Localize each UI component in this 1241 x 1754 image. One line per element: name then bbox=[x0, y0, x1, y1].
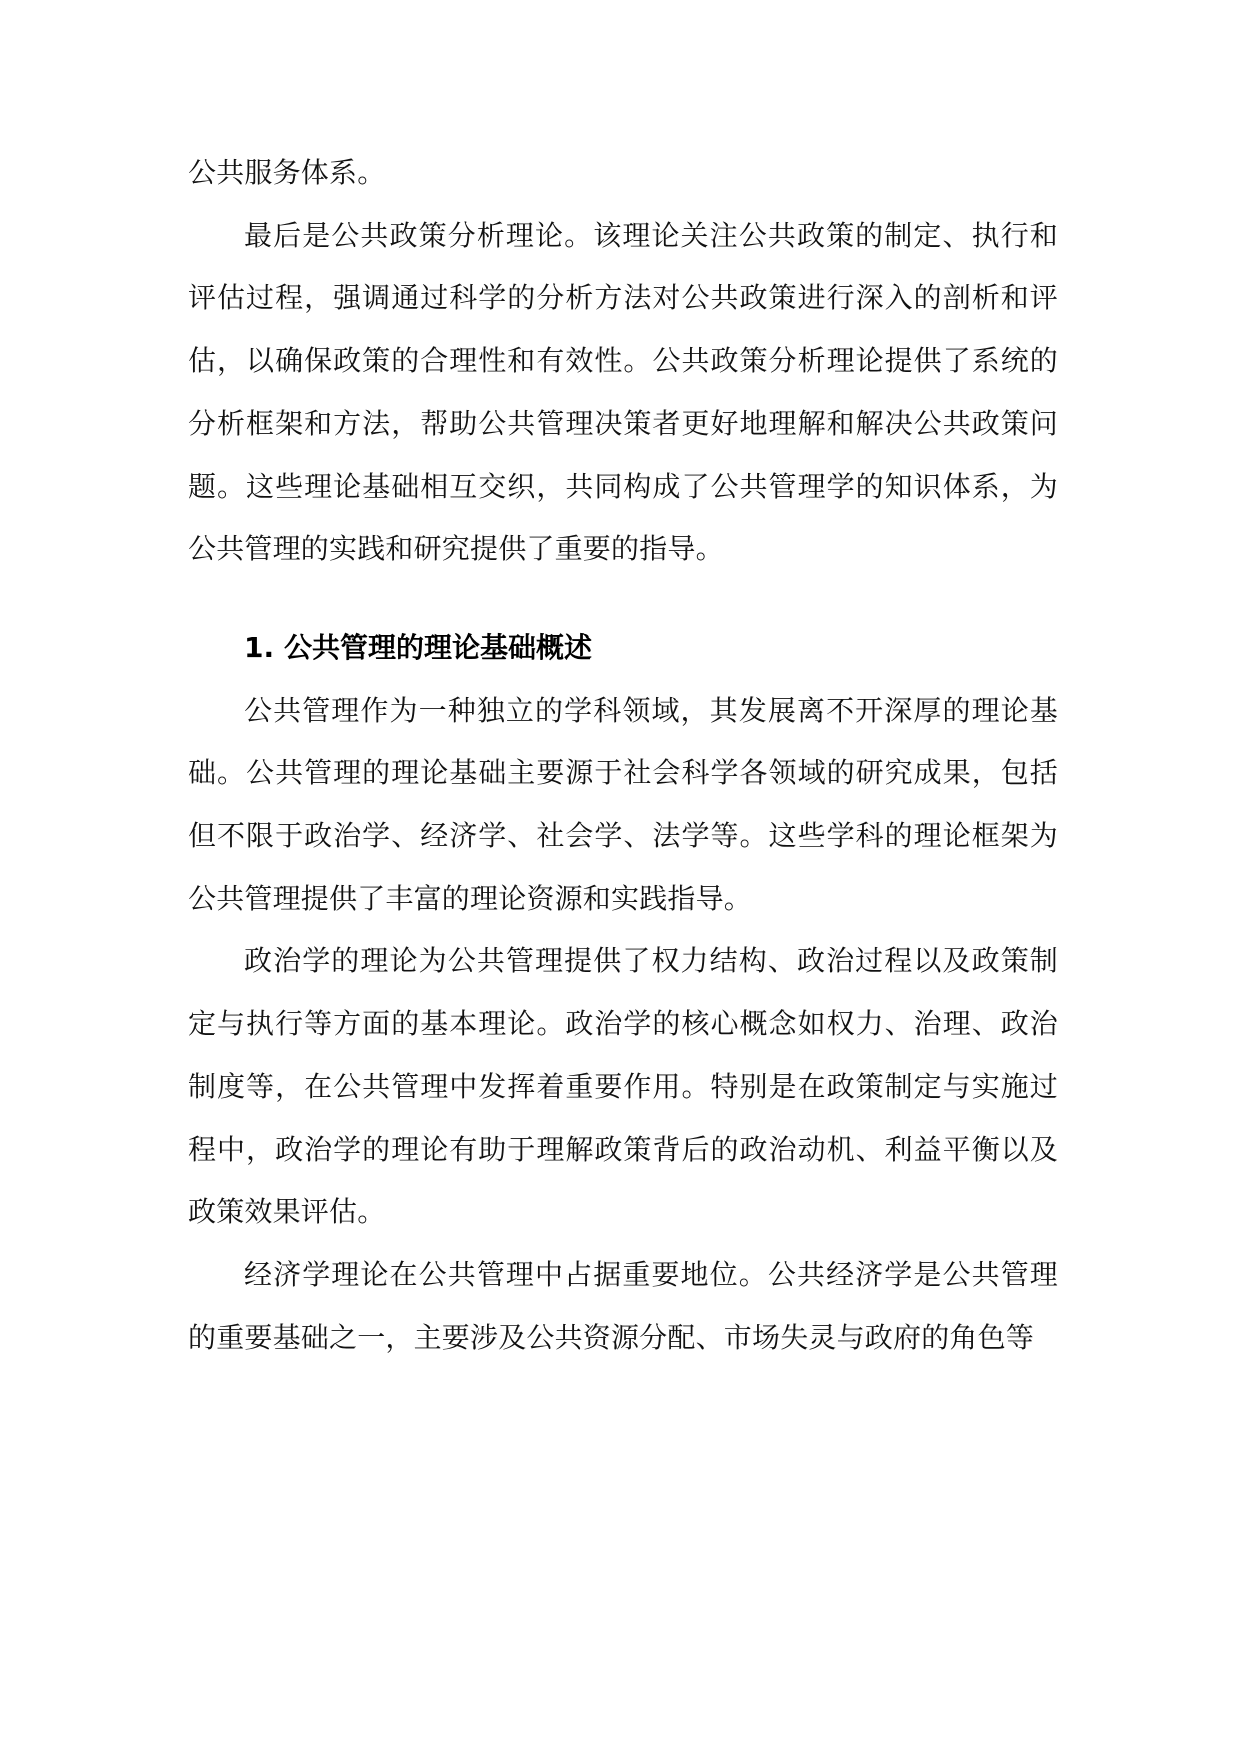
paragraph-continuation: 公共服务体系。 bbox=[188, 156, 386, 189]
document-body bbox=[188, 142, 1058, 1369]
paragraph-economics: 经济学理论在公共管理中占据重要地位。公共经济学是公共管理的重要基础之一，主要涉及公共资源分配、市场失灵与政府的角色等 bbox=[188, 1257, 1058, 1354]
section-number: 1. bbox=[244, 630, 275, 664]
paragraph-political-science: 政治学的理论为公共管理提供了权力结构、政治过程以及政策制定与执行等方面的基本理论。政治学的核心概念如权力、治理、政治制度等，在公共管理中发挥着重要作用。特别是在政策制定与实施过程中，政治学的理论有助于理解政策背后的政治动机、利益平衡以及政策效果评估。 bbox=[188, 944, 1058, 1229]
section-heading bbox=[188, 617, 1058, 680]
paragraph-theory-foundation-overview: 公共管理作为一种独立的学科领域，其发展离不开深厚的理论基础。公共管理的理论基础主要源于社会科学各领域的研究成果，包括但不限于政治学、经济学、社会学、法学等。这些学科的理论框架为公共管理提供了丰富的理论资源和实践指导。 bbox=[188, 693, 1058, 915]
section-spacer bbox=[188, 581, 1058, 617]
section-title: 公共管理的理论基础概述 bbox=[284, 630, 593, 664]
paragraph-policy-analysis-theory: 最后是公共政策分析理论。该理论关注公共政策的制定、执行和评估过程，强调通过科学的分析方法对公共政策进行深入的剖析和评估，以确保政策的合理性和有效性。公共政策分析理论提供了系统的分析框架和方法，帮助公共管理决策者更好地理解和解决公共政策问题。这些理论基础相互交织，共同构成了公共管理学的知识体系，为公共管理的实践和研究提供了重要的指导。 bbox=[188, 218, 1058, 566]
